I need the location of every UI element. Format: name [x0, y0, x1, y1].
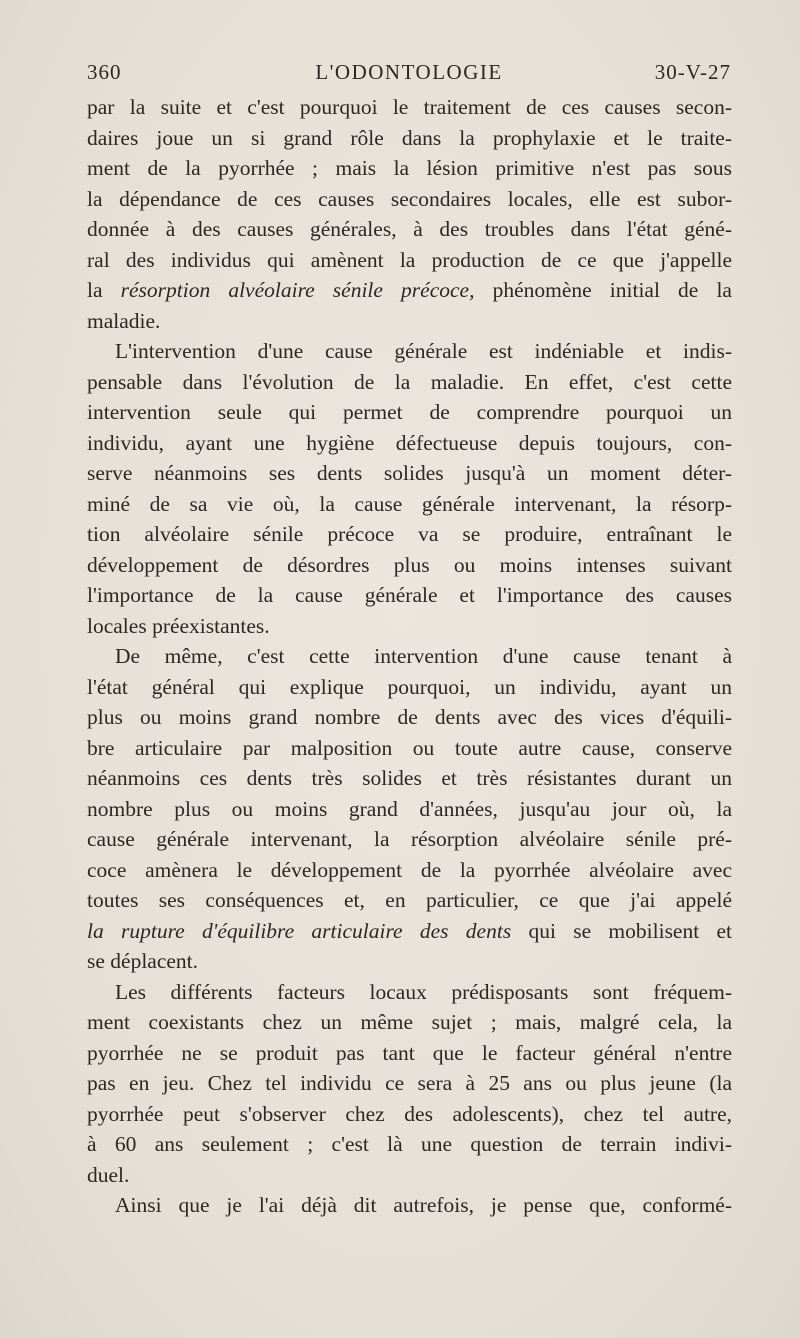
page-number: 360: [87, 60, 122, 84]
text-line: Les différents facteurs locaux prédisposants sont fréquem-: [115, 979, 732, 1004]
text-line: duel.: [87, 1162, 130, 1187]
text-line: serve néanmoins ses dents solides jusqu'à un moment déter-: [87, 461, 732, 485]
text-line: [87, 916, 732, 947]
text-line: miné de sa vie où, la cause générale intervenant, la résorp-: [87, 491, 732, 516]
text-line: intervention seule qui permet de comprendre pourquoi un: [87, 400, 732, 424]
body-text: [87, 92, 732, 1221]
text-line: par la suite et c'est pourquoi le traitement de ces causes secon-: [87, 95, 732, 119]
text-line: pyorrhée ne se produit pas tant que le facteur général n'entre: [87, 1040, 732, 1065]
text-run: la: [87, 278, 121, 302]
text-line: plus ou moins grand nombre de dents avec des vices d'équili-: [87, 705, 732, 729]
text-line: bre articulaire par malposition ou toute autre cause, conserve: [87, 735, 732, 760]
issue-date: 30-V-27: [654, 60, 731, 84]
text-line: donnée à des causes générales, à des troubles dans l'état géné-: [87, 217, 732, 241]
text-line: ment de la pyorrhée ; mais la lésion primitive n'est pas sous: [87, 156, 732, 180]
text-line: néanmoins ces dents très solides et très résistantes durant un: [87, 766, 732, 790]
text-line: ral des individus qui amènent la production de ce que j'appelle: [87, 247, 732, 272]
journal-title: L'ODONTOLOGIE: [315, 60, 503, 84]
italic-phrase: la rupture d'équilibre articulaire des dents: [87, 918, 512, 943]
text-line: développement de désordres plus ou moins intenses suivant: [87, 552, 732, 577]
text-line: [87, 275, 732, 306]
text-line: locales préexistantes.: [87, 613, 270, 638]
text-line: ment coexistants chez un même sujet ; mais, malgré cela, la: [87, 1010, 732, 1034]
running-head: [87, 60, 731, 90]
text-line: daires joue un si grand rôle dans la prophylaxie et le traite-: [87, 125, 732, 150]
text-line: se déplacent.: [87, 949, 199, 973]
text-line: l'état général qui explique pourquoi, un individu, ayant un: [87, 674, 732, 699]
text-run: qui se mobilisent et: [511, 918, 732, 943]
text-line: l'importance de la cause générale et l'importance des causes: [87, 583, 732, 607]
text-line: à 60 ans seulement ; c'est là une question de terrain indivi-: [87, 1132, 732, 1156]
text-line: maladie.: [87, 308, 161, 333]
text-run: phénomène initial de la: [474, 278, 732, 302]
text-line: pyorrhée peut s'observer chez des adolescents), chez tel autre,: [87, 1101, 732, 1126]
text-line: De même, c'est cette intervention d'une cause tenant à: [115, 644, 732, 668]
text-line: pensable dans l'évolution de la maladie. En effet, c'est cette: [87, 369, 732, 394]
italic-phrase: résorption alvéolaire sénile précoce,: [120, 278, 475, 302]
text-line: pas en jeu. Chez tel individu ce sera à 25 ans ou plus jeune (la: [87, 1071, 732, 1095]
text-line: coce amènera le développement de la pyorrhée alvéolaire avec: [87, 857, 732, 882]
text-line: toutes ses conséquences et, en particulier, ce que j'ai appelé: [87, 888, 732, 912]
text-line: individu, ayant une hygiène défectueuse depuis toujours, con-: [87, 430, 732, 455]
text-line: Ainsi que je l'ai déjà dit autrefois, je pense que, conformé-: [115, 1193, 732, 1217]
text-line: la dépendance de ces causes secondaires locales, elle est subor-: [87, 186, 732, 211]
text-line: nombre plus ou moins grand d'années, jusqu'au jour où, la: [87, 796, 732, 821]
text-line: tion alvéolaire sénile précoce va se produire, entraînant le: [87, 522, 732, 546]
text-line: L'intervention d'une cause générale est indéniable et indis-: [115, 339, 732, 363]
text-line: cause générale intervenant, la résorption alvéolaire sénile pré-: [87, 827, 732, 851]
